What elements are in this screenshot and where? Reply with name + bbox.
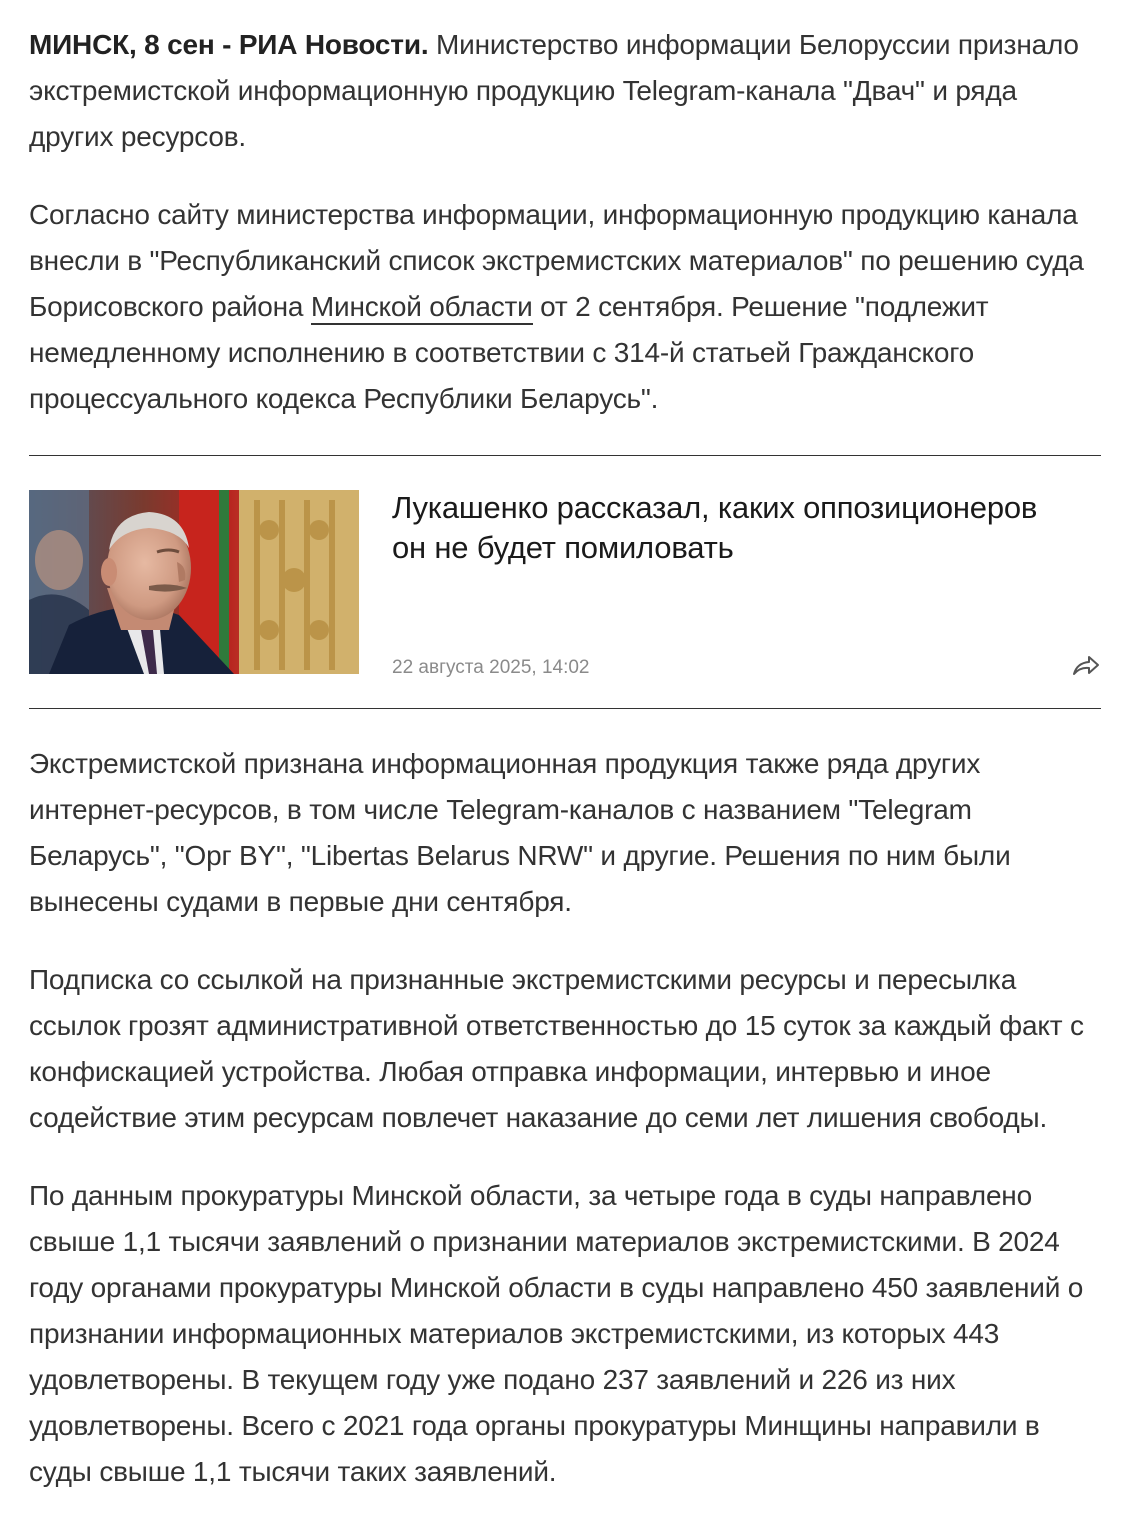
article-paragraph-1 — [29, 22, 1101, 160]
paragraph-2-text-before: Согласно сайту министерства информации, информационную продукцию канала внесли в "Республиканский список экстремистских материалов" по решению суда Борисовского района — [29, 199, 1084, 322]
related-article-image[interactable] — [29, 490, 359, 674]
minsk-region-link[interactable]: Минской области — [311, 291, 533, 325]
related-article-card[interactable] — [29, 455, 1101, 709]
article-paragraph-2 — [29, 192, 1101, 422]
related-article-title[interactable]: Лукашенко рассказал, каких оппозиционеров он не будет помиловать — [392, 490, 1038, 565]
paragraph-1-text: Министерство информации Белоруссии признало экстремистской информационную продукцию Telegram-канала "Двач" и ряда других ресурсов. — [29, 29, 1079, 152]
dateline: МИНСК, 8 сен - РИА Новости. — [29, 29, 429, 60]
share-arrow-icon[interactable] — [1071, 652, 1101, 680]
article-body — [29, 22, 1101, 1495]
paragraph-2-text-after: от 2 сентября. Решение "подлежит немедленному исполнению в соответствии с 314-й статьей Гражданского процессуального кодекса Республики Беларусь". — [29, 291, 989, 414]
related-article-date: 22 августа 2025, 14:02 — [392, 657, 590, 678]
article-paragraph-3: Экстремистской признана информационная продукция также ряда других интернет-ресурсов, в том числе Telegram-каналов с названием "Telegram Беларусь", "Орг BY", "Libertas Belarus NRW" и другие. Решения по ним были вынесены судами в первые дни сентября. — [29, 748, 1011, 917]
article-paragraph-4: Подписка со ссылкой на признанные экстремистскими ресурсы и пересылка ссылок грозят административной ответственностью до 15 суток за каждый факт с конфискацией устройства. Любая отправка информации, интервью и иное содействие этим ресурсам повлечет наказание до семи лет лишения свободы. — [29, 964, 1084, 1133]
article-paragraph-5: По данным прокуратуры Минской области, за четыре года в суды направлено свыше 1,1 тысячи заявлений о признании материалов экстремистскими. В 2024 году органами прокуратуры Минской области в суды направлено 450 заявлений о признании информационных материалов экстремистскими, из которых 443 удовлетворены. В текущем году уже подано 237 заявлений и 226 из них удовлетворены. Всего с 2021 года органы прокуратуры Минщины направили в суды свыше 1,1 тысячи таких заявлений. — [29, 1180, 1084, 1487]
